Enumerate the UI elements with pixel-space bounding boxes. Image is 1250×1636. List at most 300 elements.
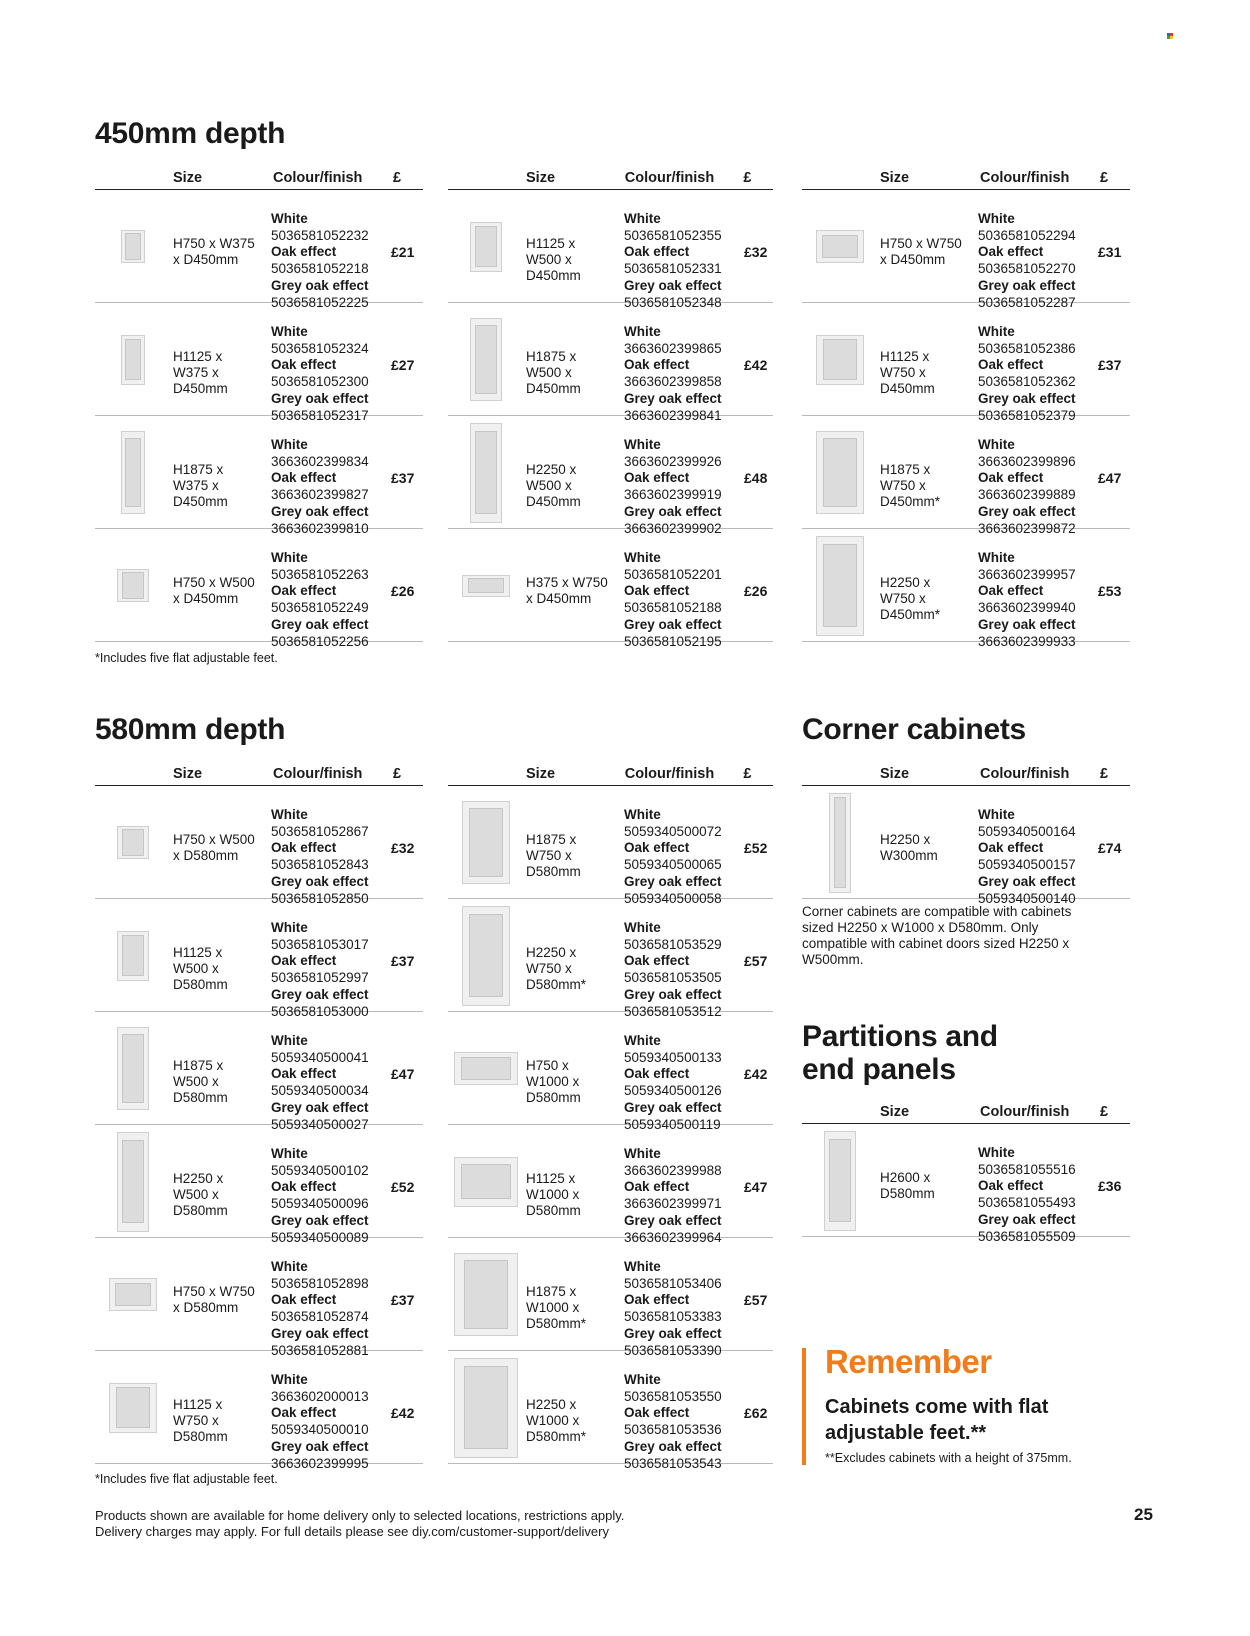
finish-label: Grey oak effect (978, 873, 1076, 889)
table-row (95, 786, 423, 906)
product-code: 5036581052324 (271, 340, 369, 356)
product-code: 3663602399858 (624, 374, 722, 390)
table-header (802, 760, 1130, 786)
header-colour: Colour/finish (980, 170, 1070, 186)
cabinet-image (470, 423, 502, 523)
product-code: 5036581052850 (271, 890, 369, 906)
cabinet-image (462, 906, 510, 1006)
product-code: 5036581052898 (271, 1275, 369, 1291)
finish-label: White (271, 920, 308, 935)
product-code: 5036581053512 (624, 1003, 722, 1019)
table-partitions (802, 1098, 1130, 1244)
table-row (448, 303, 773, 423)
table-450-col1 (95, 164, 423, 649)
cabinet-image (117, 826, 149, 859)
table-row (95, 303, 423, 423)
finish-list (624, 920, 722, 1020)
product-code: 5036581053390 (624, 1342, 722, 1358)
finish-label: Grey oak effect (271, 873, 369, 889)
finish-label: White (624, 550, 661, 565)
finish-label: White (978, 550, 1015, 565)
section-title-corner: Corner cabinets (802, 713, 1026, 746)
header-price: £ (393, 766, 402, 782)
header-price: £ (1100, 766, 1109, 782)
finish-label: White (271, 1259, 308, 1274)
price-value: £32 (744, 244, 768, 260)
finish-list (624, 1146, 722, 1246)
finish-label: Grey oak effect (624, 873, 722, 889)
finish-label: Oak effect (624, 357, 690, 373)
cabinet-image (121, 335, 145, 385)
finish-label: Oak effect (624, 840, 690, 856)
cabinet-image (121, 431, 145, 514)
section-title-partitions (802, 1020, 998, 1086)
finish-label: Grey oak effect (271, 616, 369, 632)
size-value: H750 x W500 x D580mm (173, 832, 255, 863)
cabinet-image (117, 1027, 149, 1110)
cabinet-image (117, 569, 149, 602)
finish-label: White (271, 1146, 308, 1161)
finish-list (624, 324, 722, 424)
finish-list (271, 807, 369, 907)
header-size: Size (173, 170, 203, 186)
section-title-450: 450mm depth (95, 117, 286, 150)
finish-label: Grey oak effect (624, 1325, 722, 1341)
price-value: £52 (744, 840, 768, 856)
product-code: 5059340500065 (624, 857, 722, 873)
table-row (95, 416, 423, 536)
product-code: 5036581052386 (978, 340, 1076, 356)
product-code: 5036581055493 (978, 1195, 1076, 1211)
header-colour: Colour/finish (624, 170, 715, 186)
footer-line2: Delivery charges may apply. For full details please see diy.com/customer-support/delivery (95, 1524, 609, 1539)
product-code: 5036581052249 (271, 600, 369, 616)
cabinet-image (109, 1278, 157, 1311)
cabinet-image (109, 1383, 157, 1433)
product-code: 5036581053505 (624, 970, 722, 986)
header-price: £ (743, 170, 752, 186)
product-code: 5059340500102 (271, 1162, 369, 1178)
table-header (448, 760, 773, 786)
finish-list (978, 550, 1076, 650)
table-row (802, 529, 1130, 649)
price-value: £37 (391, 1292, 415, 1308)
footer-line1: Products shown are available for home delivery only to selected locations, restrictions apply. (95, 1508, 625, 1523)
finish-label: White (271, 1033, 308, 1048)
price-value: £42 (744, 357, 768, 373)
cabinet-image (816, 230, 864, 263)
table-header (448, 164, 773, 190)
product-code: 5059340500027 (271, 1116, 369, 1132)
product-code: 3663602399988 (624, 1162, 722, 1178)
finish-label: White (978, 1145, 1015, 1160)
size-value: H2250 x W500 x D580mm (173, 1171, 228, 1218)
product-code: 5036581052188 (624, 600, 722, 616)
finish-label: Oak effect (978, 1178, 1044, 1194)
table-header (802, 1098, 1130, 1124)
price-value: £26 (391, 583, 415, 599)
remember-title: Remember (825, 1343, 992, 1380)
finish-label: Oak effect (624, 1405, 690, 1421)
finish-label: White (624, 437, 661, 452)
finish-list (624, 1259, 722, 1359)
finish-label: Grey oak effect (624, 1099, 722, 1115)
size-value: H2250 x W750 x D580mm* (526, 945, 587, 992)
finish-label: Grey oak effect (978, 277, 1076, 293)
product-code: 5036581052232 (271, 227, 369, 243)
table-row (802, 303, 1130, 423)
finish-label: White (624, 1146, 661, 1161)
product-code: 5036581052225 (271, 294, 369, 310)
size-value: H2600 x D580mm (880, 1170, 935, 1201)
table-row (448, 786, 773, 906)
finish-label: Grey oak effect (271, 986, 369, 1002)
finish-label: White (624, 1372, 661, 1387)
price-value: £27 (391, 357, 415, 373)
product-code: 5036581053550 (624, 1388, 722, 1404)
header-price: £ (1100, 170, 1109, 186)
product-code: 5059340500096 (271, 1196, 369, 1212)
finish-list (624, 550, 722, 650)
finish-list (978, 807, 1076, 907)
product-code: 5059340500157 (978, 857, 1076, 873)
finish-label: Oak effect (271, 583, 337, 599)
cabinet-image (470, 318, 502, 401)
finish-list (271, 1146, 369, 1246)
product-code: 5059340500164 (978, 823, 1076, 839)
cabinet-image (462, 575, 510, 597)
header-size: Size (880, 170, 910, 186)
finish-label: White (624, 211, 661, 226)
table-corner (802, 760, 1130, 906)
product-code: 5036581053000 (271, 1003, 369, 1019)
table-row (95, 190, 423, 310)
size-value: H1125 x W500 x D450mm (526, 236, 581, 283)
table-580-col1 (95, 760, 423, 1471)
price-value: £32 (391, 840, 415, 856)
finish-label: White (978, 437, 1015, 452)
finish-list (624, 211, 722, 311)
finish-label: Grey oak effect (271, 277, 369, 293)
finish-label: White (624, 807, 661, 822)
product-code: 5036581052201 (624, 566, 722, 582)
price-value: £37 (391, 470, 415, 486)
finish-label: Oak effect (271, 1179, 337, 1195)
remember-accent-bar (802, 1348, 806, 1465)
finish-label: Grey oak effect (624, 1438, 722, 1454)
table-row (95, 1125, 423, 1245)
finish-label: Oak effect (271, 357, 337, 373)
header-colour: Colour/finish (624, 766, 715, 782)
product-code: 5036581052881 (271, 1342, 369, 1358)
finish-list (624, 807, 722, 907)
finish-label: Oak effect (978, 583, 1044, 599)
finish-label: White (624, 920, 661, 935)
product-code: 5059340500010 (271, 1422, 369, 1438)
price-value: £37 (1098, 357, 1122, 373)
cabinet-image (829, 793, 851, 893)
price-value: £21 (391, 244, 415, 260)
table-row (448, 1238, 773, 1358)
table-row (802, 786, 1130, 906)
product-code: 3663602399841 (624, 407, 722, 423)
finish-label: Oak effect (271, 840, 337, 856)
finish-label: Grey oak effect (624, 277, 722, 293)
price-value: £26 (744, 583, 768, 599)
price-value: £52 (391, 1179, 415, 1195)
size-value: H750 x W1000 x D580mm (526, 1058, 581, 1105)
finish-label: Grey oak effect (624, 390, 722, 406)
finish-list (978, 324, 1076, 424)
remember-text: Cabinets come with flat adjustable feet.** (825, 1396, 1049, 1444)
product-code: 5059340500126 (624, 1083, 722, 1099)
product-code: 5036581052256 (271, 633, 369, 649)
page-number: 25 (1134, 1505, 1153, 1524)
price-value: £57 (744, 953, 768, 969)
footnote-450: *Includes five flat adjustable feet. (95, 651, 278, 665)
product-code: 5036581052867 (271, 823, 369, 839)
finish-label: Grey oak effect (624, 503, 722, 519)
table-row (95, 1351, 423, 1471)
size-value: H1125 x W750 x D450mm (880, 349, 935, 396)
product-code: 5036581052317 (271, 407, 369, 423)
cabinet-image (454, 1253, 518, 1336)
finish-label: Grey oak effect (978, 616, 1076, 632)
cabinet-image (816, 335, 864, 385)
table-450-col2 (448, 164, 773, 649)
finish-list (624, 1372, 722, 1472)
finish-list (624, 1033, 722, 1133)
finish-label: Oak effect (624, 953, 690, 969)
finish-label: White (271, 807, 308, 822)
price-value: £42 (391, 1405, 415, 1421)
finish-list (271, 920, 369, 1020)
product-code: 3663602399810 (271, 520, 369, 536)
header-size: Size (880, 1104, 910, 1120)
product-code: 3663602399827 (271, 487, 369, 503)
finish-label: White (271, 324, 308, 339)
product-code: 3663602399995 (271, 1455, 369, 1471)
header-colour: Colour/finish (980, 1104, 1070, 1120)
header-colour: Colour/finish (273, 766, 363, 782)
finish-label: White (624, 1259, 661, 1274)
product-code: 5036581052195 (624, 633, 722, 649)
finish-label: White (978, 807, 1015, 822)
product-code: 3663602399872 (978, 520, 1076, 536)
cabinet-image (454, 1358, 518, 1458)
finish-list (271, 437, 369, 537)
header-colour: Colour/finish (980, 766, 1070, 782)
price-value: £31 (1098, 244, 1122, 260)
finish-list (978, 1145, 1076, 1245)
table-row (448, 416, 773, 536)
finish-label: White (271, 550, 308, 565)
finish-label: Oak effect (624, 583, 690, 599)
table-row (95, 1238, 423, 1358)
header-price: £ (1100, 1104, 1109, 1120)
table-header (802, 164, 1130, 190)
product-code: 5036581052287 (978, 294, 1076, 310)
header-price: £ (743, 766, 752, 782)
cabinet-image (824, 1131, 856, 1231)
product-code: 3663602399971 (624, 1196, 722, 1212)
finish-label: Oak effect (978, 470, 1044, 486)
product-code: 5036581055516 (978, 1161, 1076, 1177)
table-row (802, 190, 1130, 310)
finish-label: White (271, 211, 308, 226)
cabinet-image (816, 431, 864, 514)
finish-label: Oak effect (271, 1066, 337, 1082)
table-row (448, 529, 773, 649)
cabinet-image (470, 222, 502, 272)
finish-label: Oak effect (978, 357, 1044, 373)
finish-list (271, 1372, 369, 1472)
finish-label: White (978, 211, 1015, 226)
size-value: H1125 x W375 x D450mm (173, 349, 228, 396)
finish-label: Oak effect (271, 1405, 337, 1421)
size-value: H750 x W750 x D450mm (880, 236, 962, 267)
product-code: 3663602399933 (978, 633, 1076, 649)
price-value: £57 (744, 1292, 768, 1308)
finish-label: Oak effect (624, 470, 690, 486)
finish-label: Oak effect (978, 840, 1044, 856)
finish-label: White (271, 1372, 308, 1387)
partitions-title-line2: end panels (802, 1053, 956, 1086)
product-code: 5036581052362 (978, 374, 1076, 390)
table-580-col2 (448, 760, 773, 1471)
table-row (448, 899, 773, 1019)
size-value: H1125 x W1000 x D580mm (526, 1171, 581, 1218)
cabinet-image (454, 1157, 518, 1207)
finish-list (271, 324, 369, 424)
header-size: Size (526, 766, 556, 782)
product-code: 5036581053017 (271, 936, 369, 952)
section-title-580: 580mm depth (95, 713, 286, 746)
finish-list (271, 1033, 369, 1133)
product-code: 5059340500140 (978, 890, 1076, 906)
product-code: 5036581053543 (624, 1455, 722, 1471)
finish-label: Grey oak effect (978, 390, 1076, 406)
table-row (802, 1124, 1130, 1244)
finish-label: Grey oak effect (624, 616, 722, 632)
product-code: 5059340500072 (624, 823, 722, 839)
product-code: 3663602399964 (624, 1229, 722, 1245)
size-value: H1125 x W750 x D580mm (173, 1397, 228, 1444)
finish-label: Grey oak effect (271, 1325, 369, 1341)
table-row (448, 1012, 773, 1132)
header-size: Size (526, 170, 556, 186)
product-code: 3663602399865 (624, 340, 722, 356)
product-code: 5036581052263 (271, 566, 369, 582)
partitions-title-line1: Partitions and (802, 1020, 998, 1053)
price-value: £47 (744, 1179, 768, 1195)
product-code: 5059340500119 (624, 1116, 721, 1132)
footnote-580: *Includes five flat adjustable feet. (95, 1472, 278, 1486)
finish-label: Grey oak effect (271, 503, 369, 519)
price-value: £48 (744, 470, 768, 486)
price-value: £36 (1098, 1178, 1122, 1194)
finish-label: Oak effect (624, 1066, 690, 1082)
finish-label: Grey oak effect (271, 1212, 369, 1228)
size-value: H1875 x W500 x D450mm (526, 349, 581, 396)
product-code: 5036581052379 (978, 407, 1076, 423)
product-code: 5036581053536 (624, 1422, 722, 1438)
header-colour: Colour/finish (273, 170, 363, 186)
remember-note: **Excludes cabinets with a height of 375mm. (825, 1451, 1072, 1465)
finish-label: Oak effect (271, 1292, 337, 1308)
product-code: 5059340500041 (271, 1049, 369, 1065)
table-row (95, 1012, 423, 1132)
finish-label: Grey oak effect (624, 1212, 722, 1228)
table-row (95, 899, 423, 1019)
product-code: 3663602399902 (624, 520, 722, 536)
size-value: H2250 x W750 x D450mm* (880, 575, 941, 622)
product-code: 5036581052218 (271, 261, 369, 277)
cabinet-image (454, 1052, 518, 1085)
size-value: H375 x W750 x D450mm (526, 575, 608, 606)
product-code: 5059340500133 (624, 1049, 722, 1065)
product-code: 3663602399957 (978, 566, 1076, 582)
product-code: 5036581052843 (271, 857, 369, 873)
finish-list (624, 437, 722, 537)
product-code: 5036581052270 (978, 261, 1076, 277)
logo-mark (1167, 33, 1173, 39)
product-code: 3663602399919 (624, 487, 722, 503)
finish-label: Grey oak effect (624, 986, 722, 1002)
table-450-col3 (802, 164, 1130, 649)
finish-label: Grey oak effect (271, 390, 369, 406)
finish-label: Oak effect (271, 470, 337, 486)
table-row (448, 1351, 773, 1471)
finish-label: White (624, 324, 661, 339)
finish-label: White (978, 324, 1015, 339)
finish-list (271, 1259, 369, 1359)
finish-label: Oak effect (978, 244, 1044, 260)
header-price: £ (393, 170, 402, 186)
product-code: 3663602399940 (978, 600, 1076, 616)
finish-label: Oak effect (271, 953, 337, 969)
product-code: 5036581053529 (624, 936, 722, 952)
size-value: H750 x W500 x D450mm (173, 575, 255, 606)
price-value: £37 (391, 953, 415, 969)
size-value: H2250 x W300mm (880, 832, 938, 863)
finish-list (271, 550, 369, 650)
product-code: 5036581053406 (624, 1275, 722, 1291)
finish-label: White (624, 1033, 661, 1048)
finish-label: Oak effect (624, 244, 690, 260)
product-code: 5036581052348 (624, 294, 722, 310)
table-header (95, 760, 423, 786)
product-code: 5059340500089 (271, 1229, 369, 1245)
product-code: 5036581052294 (978, 227, 1076, 243)
product-code: 3663602399834 (271, 453, 369, 469)
size-value: H2250 x W500 x D450mm (526, 462, 581, 509)
size-value: H750 x W750 x D580mm (173, 1284, 255, 1315)
product-code: 5059340500058 (624, 890, 722, 906)
finish-list (271, 211, 369, 311)
product-code: 5059340500034 (271, 1083, 369, 1099)
finish-list (978, 211, 1076, 311)
finish-label: Oak effect (624, 1292, 690, 1308)
product-code: 3663602000013 (271, 1388, 369, 1404)
cabinet-image (121, 230, 145, 263)
product-code: 5036581053383 (624, 1309, 722, 1325)
corner-note: Corner cabinets are compatible with cabinets sized H2250 x W1000 x D580mm. Only compatible with cabinet doors sized H2250 x W500mm. (802, 904, 1072, 967)
price-value: £53 (1098, 583, 1122, 599)
finish-label: Oak effect (624, 1179, 690, 1195)
product-code: 3663602399889 (978, 487, 1076, 503)
finish-label: Oak effect (271, 244, 337, 260)
